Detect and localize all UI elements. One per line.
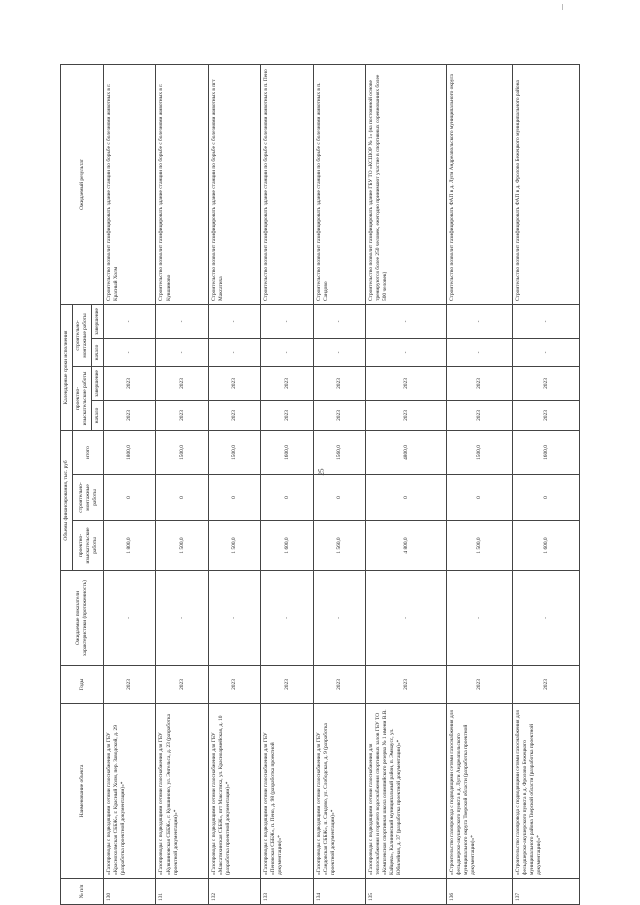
table-row — [446, 64, 513, 904]
cell-design-start: 2023 — [513, 401, 580, 431]
corner-mark — [562, 4, 563, 10]
page-number: 25 — [317, 468, 326, 476]
cell-build-start: - — [104, 339, 156, 367]
cell-construction-amount: 0 — [313, 475, 365, 521]
cell-expected-result: Строительство позволит газифицировать здание станции по борьбе с болезнями животных в п. Пено — [261, 64, 313, 304]
cell-build-end: - — [446, 304, 513, 338]
table-row — [366, 64, 447, 904]
cell-characteristics: - — [513, 571, 580, 666]
cell-row-num: 131 — [156, 879, 208, 905]
cell-object-name: «Строительство газопровода с подводящими сетями газоснабжения для фельдшерско-акушерского пункта в д. Фролово Бежецкого муниципального района Тверской области (разработка проектной документации)»* — [513, 704, 580, 879]
cell-expected-result: Строительство позволит газифицировать здание станции по борьбе с болезнями животных в п. Сандово — [313, 64, 365, 304]
cell-construction-amount: 0 — [156, 475, 208, 521]
cell-build-end: - — [513, 304, 580, 338]
header-years: Годы — [61, 666, 104, 704]
header-name: Наименование объекта — [61, 704, 104, 879]
cell-total-amount: 1560,0 — [313, 431, 365, 475]
cell-survey-amount: 1 560,0 — [313, 521, 365, 571]
header-build-works: строительно-монтажные работы — [73, 304, 92, 366]
header-funding: Объемы финансирования, тыс. руб — [61, 431, 73, 571]
cell-design-end: 2023 — [156, 367, 208, 401]
cell-row-num: 134 — [313, 879, 365, 905]
cell-expected-result: Строительство позволит газифицировать ФАП в д. Луги Андреапольского муниципального округа — [446, 64, 513, 304]
cell-design-end: 2023 — [208, 367, 260, 401]
cell-year: 2023 — [513, 666, 580, 704]
cell-row-num: 136 — [446, 879, 513, 905]
cell-build-end: - — [156, 304, 208, 338]
cell-total-amount: 1600,0 — [513, 431, 580, 475]
cell-survey-amount: 1 600,0 — [261, 521, 313, 571]
cell-characteristics: - — [366, 571, 447, 666]
cell-year: 2023 — [208, 666, 260, 704]
cell-design-end: 2023 — [366, 367, 447, 401]
cell-row-num: 132 — [208, 879, 260, 905]
cell-construction-amount: 0 — [446, 475, 513, 521]
cell-year: 2023 — [104, 666, 156, 704]
table-row — [208, 64, 260, 904]
cell-total-amount: 1500,0 — [446, 431, 513, 475]
cell-construction-amount: 0 — [366, 475, 447, 521]
header-build-end: завершение — [92, 304, 104, 338]
cell-design-end: 2023 — [313, 367, 365, 401]
cell-build-start: - — [446, 339, 513, 367]
cell-design-start: 2023 — [261, 401, 313, 431]
cell-year: 2023 — [366, 666, 447, 704]
table-row — [104, 64, 156, 904]
cell-build-start: - — [261, 339, 313, 367]
header-deadlines: Календарные сроки исполнения — [61, 304, 73, 430]
cell-object-name: «Строительство газопровода с подводящими сетями газоснабжения для фельдшерско-акушерского пункта в д. Луги Андреапольского муниципального округа Тверской области (разработка проектной документации)»* — [446, 704, 513, 879]
cell-expected-result: Строительство позволит газифицировать здание станции по борьбе с болезнями животных в г. Кувшиново — [156, 64, 208, 304]
cell-row-num: 133 — [261, 879, 313, 905]
cell-characteristics: - — [156, 571, 208, 666]
header-design-works: проектно-изыскательские работы — [73, 367, 92, 431]
cell-row-num: 130 — [104, 879, 156, 905]
table-row — [313, 64, 365, 904]
cell-survey-amount: 4 800,0 — [366, 521, 447, 571]
table-row — [513, 64, 580, 904]
cell-total-amount: 4800,0 — [366, 431, 447, 475]
header-design-start: начало — [92, 401, 104, 431]
cell-year: 2023 — [313, 666, 365, 704]
cell-total-amount: 1500,0 — [156, 431, 208, 475]
cell-build-end: - — [366, 304, 447, 338]
cell-design-start: 2023 — [208, 401, 260, 431]
cell-construction-amount: 0 — [104, 475, 156, 521]
cell-characteristics: - — [313, 571, 365, 666]
cell-build-end: - — [208, 304, 260, 338]
cell-design-start: 2023 — [446, 401, 513, 431]
cell-expected-result: Строительство позволит газифицировать здание станции по борьбе с болезнями животных в г. Красный Холм — [104, 64, 156, 304]
cell-design-end: 2023 — [513, 367, 580, 401]
header-result: Ожидаемый результат — [61, 64, 104, 304]
cell-row-num: 135 — [366, 879, 447, 905]
cell-total-amount: 1600,0 — [261, 431, 313, 475]
header-characteristics: Ожидаемые показатели характеристики (протяженность) — [61, 571, 104, 666]
table-body — [104, 64, 580, 904]
cell-survey-amount: 1 800,0 — [104, 521, 156, 571]
cell-year: 2023 — [261, 666, 313, 704]
cell-characteristics: - — [208, 571, 260, 666]
cell-expected-result: Строительство позволит газифицировать здание станции по борьбе с болезнями животных в пгт Максатиха — [208, 64, 260, 304]
cell-design-end: 2023 — [104, 367, 156, 401]
cell-build-start: - — [156, 339, 208, 367]
cell-build-start: - — [313, 339, 365, 367]
header-construction: строительно-монтажные работы — [73, 475, 104, 521]
header-build-start: начало — [92, 339, 104, 367]
cell-construction-amount: 0 — [208, 475, 260, 521]
cell-design-start: 2023 — [156, 401, 208, 431]
cell-year: 2023 — [156, 666, 208, 704]
cell-build-end: - — [261, 304, 313, 338]
cell-characteristics: - — [446, 571, 513, 666]
cell-expected-result: Строительство позволит газифицировать ФАП в д. Фролово Бежецкого муниципального района — [513, 64, 580, 304]
table-row — [156, 64, 208, 904]
cell-object-name: «Газопроводы с подводящими сетями газоснабжения для ГБУ «Сандовская СББЖ», п. Сандово, ул. Слободская, д. 9 (разработка проектной документации)»* — [313, 704, 365, 879]
cell-object-name: «Газопроводы с подводящими сетями газоснабжения для ГБУ «Краснохолмская СББЖ», г. Красный Холм, пер. Заводской, д. 29 (разработка проектной документации)»* — [104, 704, 156, 879]
cell-characteristics: - — [261, 571, 313, 666]
cell-construction-amount: 0 — [261, 475, 313, 521]
cell-build-end: - — [104, 304, 156, 338]
cell-expected-result: Строительство позволит газифицировать здание ГБУ ТО «КСШОР № 1» (на постоянной основе тренируются более 250 человек, ежегодно принимают участие в спортивных соревнованиях более 500 человек) — [366, 64, 447, 304]
cell-design-end: 2023 — [446, 367, 513, 401]
cell-build-start: - — [366, 339, 447, 367]
cell-object-name: «Газопроводы с подводящими сетями газоснабжения для ГБУ «Пеновская СББЖ», п. Пено, д. 98 (разработка проектной документации)»* — [261, 704, 313, 879]
cell-build-start: - — [208, 339, 260, 367]
cell-build-end: - — [313, 304, 365, 338]
cell-survey-amount: 1 600,0 — [513, 521, 580, 571]
cell-build-start: - — [513, 339, 580, 367]
table-row — [261, 64, 313, 904]
cell-total-amount: 1800,0 — [104, 431, 156, 475]
cell-year: 2023 — [446, 666, 513, 704]
header-num: № п/п — [61, 879, 104, 905]
cell-row-num: 137 — [513, 879, 580, 905]
header-design-end: завершение — [92, 367, 104, 401]
cell-object-name: «Газопроводы с подводящими сетями газоснабжения для теплоснабжения и горячего водоснабжения спортивных залов ГБУ ТО «Комплексная спортивная школа олимпийского резерва № 1 имени В.В. Кайцева», Калининский муниципальный район, п. Эммаусс, ул. Юбилейная, д. 37 (разработка проектной документации)»* — [366, 704, 447, 879]
cell-construction-amount: 0 — [513, 475, 580, 521]
cell-design-start: 2023 — [366, 401, 447, 431]
cell-survey-amount: 1 500,0 — [446, 521, 513, 571]
cell-design-end: 2023 — [261, 367, 313, 401]
cell-survey-amount: 1 500,0 — [156, 521, 208, 571]
cell-total-amount: 1500,0 — [208, 431, 260, 475]
cell-design-start: 2023 — [104, 401, 156, 431]
cell-object-name: «Газопроводы с подводящими сетями газоснабжения для ГБУ «Максатихинская СББЖ», пгт Максатиха, ул. Красноармейская, д. 10 (разработка проектной документации)»* — [208, 704, 260, 879]
cell-characteristics: - — [104, 571, 156, 666]
cell-object-name: «Газопроводы с подводящими сетями газоснабжения для ГБУ «Кувшиновская СББЖ», г. Кувшиново, ул. Энгельса, д. 23 (разработка проектной документации)»* — [156, 704, 208, 879]
header-total: итого — [73, 431, 104, 475]
rotated-table-wrapper — [60, 65, 580, 905]
cell-survey-amount: 1 500,0 — [208, 521, 260, 571]
financing-table — [60, 64, 580, 905]
cell-design-start: 2023 — [313, 401, 365, 431]
header-survey: проектно-изыскательские работы — [73, 521, 104, 571]
